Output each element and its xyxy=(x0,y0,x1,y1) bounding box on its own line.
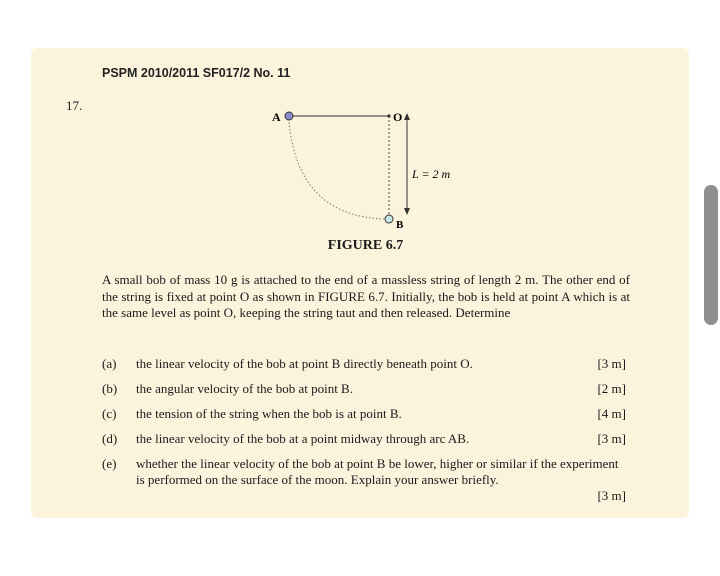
figure-caption: FIGURE 6.7 xyxy=(327,238,404,253)
bob-at-b xyxy=(385,215,393,223)
part-marks: [3 m] xyxy=(597,431,626,446)
part-label: (a) xyxy=(102,356,117,371)
question-paragraph: A small bob of mass 10 g is attached to the end of a massless string of length 2 m. The other end of the string is fixed at point O as shown in FIGURE 6.7. Initially, the bob is held at point A which is at the same level as point O, keeping the string taut and then released. Determine xyxy=(102,272,630,320)
label-o: O xyxy=(393,110,403,124)
part-text: the linear velocity of the bob at point B directly beneath point O. xyxy=(136,356,473,371)
dotted-arc-a-to-b xyxy=(289,122,384,219)
part-text: whether the linear velocity of the bob at point B be lower, higher or similar if the experiment is performed on the surface of the moon. Explain your answer briefly. xyxy=(136,456,619,487)
part-marks: [2 m] xyxy=(597,381,626,396)
part-marks: [4 m] xyxy=(597,406,626,421)
scrollbar-thumb[interactable] xyxy=(704,185,718,325)
part-label: (d) xyxy=(102,431,118,446)
part-text: the tension of the string when the bob is at point B. xyxy=(136,406,402,421)
part-text: the angular velocity of the bob at point B. xyxy=(136,381,353,396)
bob-at-a xyxy=(285,112,293,120)
length-arrow-head-down xyxy=(404,208,410,215)
label-b: B xyxy=(396,219,404,231)
part-text: the linear velocity of the bob at a point midway through arc AB. xyxy=(136,431,470,446)
part-label: (b) xyxy=(102,381,118,396)
length-arrow-head-up xyxy=(404,113,410,120)
part-marks: [3 m] xyxy=(597,488,626,503)
source-header: PSPM 2010/2011 SF017/2 No. 11 xyxy=(102,66,291,80)
label-a: A xyxy=(272,110,281,124)
part-label: (c) xyxy=(102,406,117,421)
pendulum-figure xyxy=(240,104,480,234)
pivot-o xyxy=(387,114,390,117)
length-label: L = 2 m xyxy=(412,167,451,181)
question-number: 17. xyxy=(66,98,83,113)
part-marks: [3 m] xyxy=(597,356,626,371)
part-label: (e) xyxy=(102,456,117,471)
